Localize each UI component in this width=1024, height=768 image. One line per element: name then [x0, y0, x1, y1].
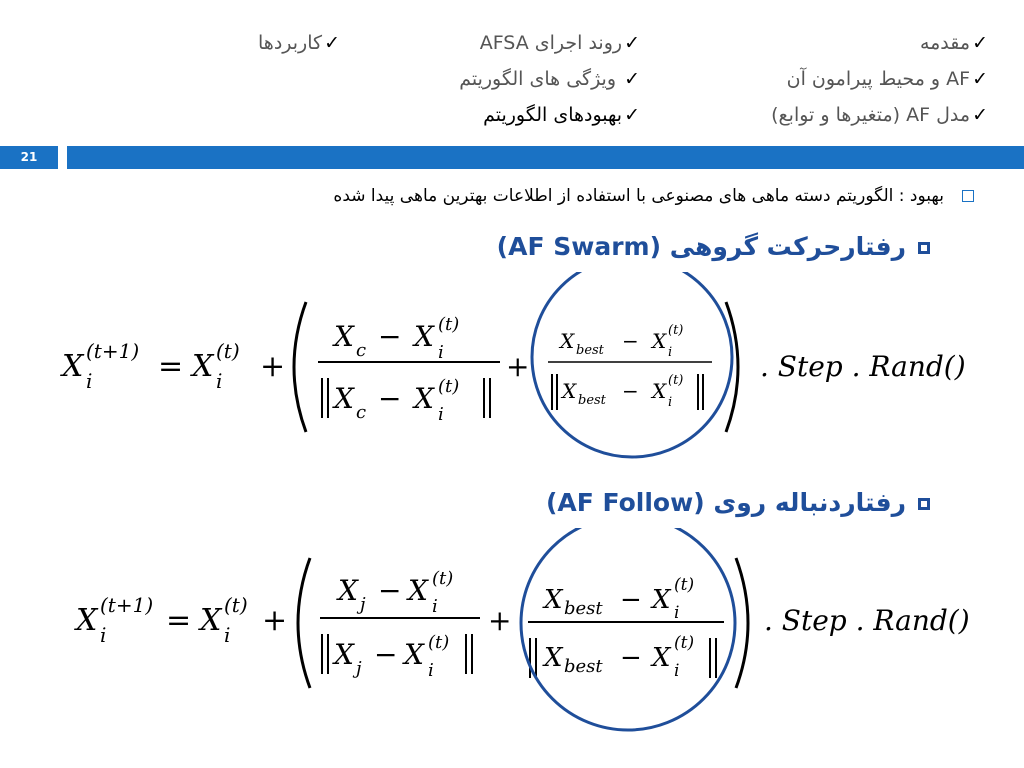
eq2-plus2: +	[488, 604, 512, 637]
equation-swarm	[0, 272, 1024, 472]
eq2-f1-num-xsub: i	[432, 596, 438, 617]
eq1-f2-num-xsup: (t)	[668, 323, 684, 338]
eq1-f1-den-var: X	[334, 382, 354, 415]
eq1-tail: . Step . Rand()	[760, 350, 966, 383]
eq2-f1-num-sub: j	[360, 594, 366, 615]
filled-square-bullet-icon	[918, 242, 930, 254]
eq2-f2-num-var: X	[544, 585, 563, 615]
eq1-lhs-sup: (t+1)	[86, 339, 140, 363]
nav-item-features[interactable]: ✓ ویژگی های الگوریتم	[459, 68, 640, 90]
main-bullet	[333, 186, 974, 206]
eq2-f1-den-minus: −	[374, 638, 398, 671]
eq2-f1-den-x: X	[404, 638, 424, 671]
slide-number: 21	[20, 150, 38, 164]
eq2-f2-den-xsub: i	[674, 661, 680, 681]
eq1-f2-den-xsup: (t)	[668, 373, 684, 388]
eq2-f2-num-xsup: (t)	[674, 575, 695, 595]
nav-item-af-environment[interactable]: ✓AF و محیط پیرامون آن	[786, 68, 988, 90]
eq2-tail: . Step . Rand()	[764, 604, 970, 637]
check-icon: ✓	[324, 32, 340, 54]
eq2-x-sup: (t)	[224, 593, 248, 617]
eq2-f2-num-minus: −	[620, 585, 642, 615]
eq1-plus2: +	[506, 350, 530, 383]
eq2-f2-num-xsub: i	[674, 603, 680, 623]
nav-item-afsa-process[interactable]: ✓روند اجرای AFSA	[479, 32, 640, 54]
eq2-right-paren	[736, 558, 748, 688]
check-icon: ✓	[624, 32, 640, 54]
header-divider-bar	[67, 146, 1024, 169]
eq1-f1-num-minus: −	[378, 320, 402, 353]
eq1-f2-den-xsub: i	[668, 395, 673, 410]
eq2-f2-den-var: X	[544, 643, 563, 673]
equation-follow	[0, 528, 1024, 748]
eq1-equals: =	[158, 349, 184, 384]
nav-item-improvements[interactable]: ✓بهبودهای الگوریتم	[483, 104, 640, 126]
eq1-f1-den-x: X	[414, 382, 434, 415]
filled-square-bullet-icon	[918, 498, 930, 510]
eq1-x: X	[192, 349, 214, 384]
eq2-highlight-circle	[521, 528, 735, 730]
eq1-f2-num-var: X	[560, 329, 575, 353]
eq1-f2-num-xsub: i	[668, 345, 673, 360]
eq2-left-paren	[298, 558, 310, 688]
eq2-f1-num-minus: −	[378, 574, 402, 607]
eq1-x-sup: (t)	[216, 339, 240, 363]
eq1-f2-num-sub: best	[576, 343, 604, 358]
eq2-f2-den-x: X	[652, 643, 671, 673]
nav-column-2	[459, 25, 640, 133]
eq1-f1-num-var: X	[334, 320, 354, 353]
eq1-f1-num-x: X	[414, 320, 434, 353]
eq1-f2-num-minus: −	[622, 329, 639, 353]
eq2-f1-den-xsup: (t)	[428, 632, 450, 653]
eq1-f2-den-x: X	[652, 379, 667, 403]
eq2-x-sub: i	[224, 623, 231, 647]
eq2-plus1: +	[262, 603, 288, 638]
eq1-f2-den-sub: best	[578, 393, 606, 408]
eq1-f1-num-sub: c	[356, 340, 367, 361]
eq2-lhs-sup: (t+1)	[100, 593, 154, 617]
hollow-square-bullet-icon	[962, 190, 974, 202]
check-icon: ✓	[624, 104, 640, 126]
eq2-lhs-var: X	[76, 603, 98, 638]
eq2-f2-num-x: X	[652, 585, 671, 615]
eq1-plus1: +	[260, 349, 286, 384]
eq2-equals: =	[166, 603, 192, 638]
check-icon: ✓	[624, 68, 640, 90]
nav-column-1	[771, 25, 988, 133]
eq1-f1-den-sub: c	[356, 402, 367, 423]
eq1-f1-num-xsup: (t)	[438, 314, 460, 335]
check-icon: ✓	[972, 32, 988, 54]
eq2-f1-den-var: X	[334, 638, 354, 671]
eq2-f1-num-x: X	[408, 574, 428, 607]
section-heading-swarm: رفتارحرکت گروهی (AF Swarm)	[497, 232, 930, 261]
eq2-f2-num-sub: best	[564, 598, 603, 619]
eq1-left-paren	[294, 302, 306, 432]
nav-item-af-model[interactable]: ✓مدل AF (متغیرها و توابع)	[771, 104, 988, 126]
eq1-f1-num-xsub: i	[438, 342, 444, 363]
eq2-f2-den-minus: −	[620, 643, 642, 673]
check-icon: ✓	[972, 68, 988, 90]
eq1-x-sub: i	[216, 369, 223, 393]
eq2-f1-num-xsup: (t)	[432, 568, 454, 589]
eq1-f2-num-x: X	[652, 329, 667, 353]
eq1-lhs-var: X	[62, 349, 84, 384]
eq2-f2-den-sub: best	[564, 656, 603, 677]
eq1-f2-den-var: X	[562, 379, 577, 403]
eq1-f2-den-minus: −	[622, 379, 639, 403]
nav-column-3	[258, 25, 340, 61]
nav-item-applications[interactable]: ✓کاربردها	[258, 32, 340, 54]
nav-item-intro[interactable]: ✓مقدمه	[919, 32, 988, 54]
main-bullet-text: بهبود : الگوریتم دسته ماهی های مصنوعی با استفاده از اطلاعات بهترین ماهی پیدا شده	[333, 186, 944, 206]
eq2-f1-den-xsub: i	[428, 660, 434, 681]
check-icon: ✓	[972, 104, 988, 126]
eq2-x: X	[200, 603, 222, 638]
eq1-lhs-sub: i	[86, 369, 93, 393]
eq1-f1-den-xsub: i	[438, 404, 444, 425]
eq2-f1-num-var: X	[338, 574, 358, 607]
eq2-lhs-sub: i	[100, 623, 107, 647]
eq1-f1-den-minus: −	[378, 382, 402, 415]
eq2-f2-den-xsup: (t)	[674, 633, 695, 653]
eq1-highlight-circle	[532, 272, 732, 457]
eq2-f1-den-sub: j	[356, 658, 362, 679]
section-heading-follow: رفتاردنباله روی (AF Follow)	[546, 488, 930, 517]
eq1-f1-den-xsup: (t)	[438, 376, 460, 397]
